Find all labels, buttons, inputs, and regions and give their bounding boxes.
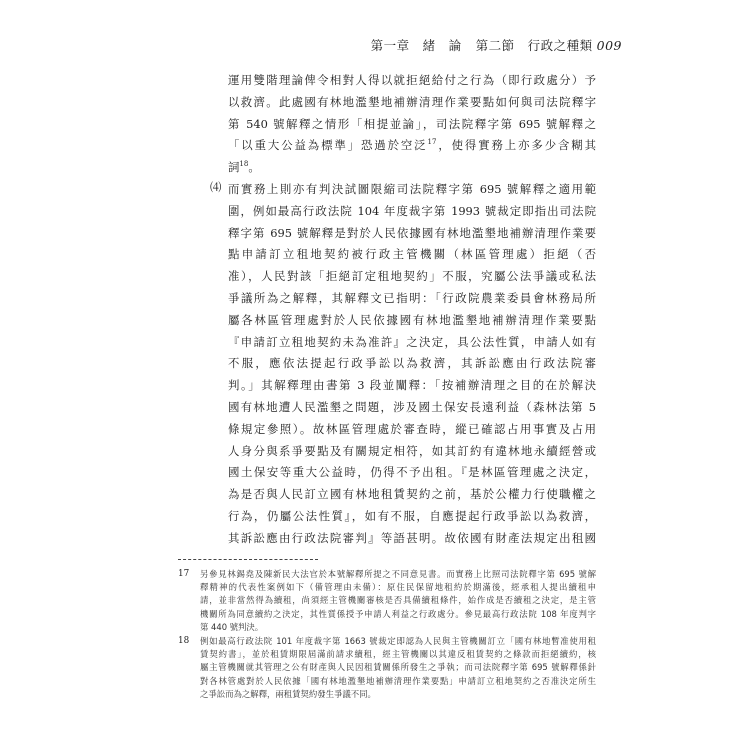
text-line: 釋字第 695 號解釋是對於人民依據國有林地濫墾地補辦清理作業要 [228, 225, 596, 240]
footnote-line: 之爭訟而為之解釋，兩租賃契約發生爭議不同。 [200, 688, 376, 699]
text-line: 「以重大公益為標準」恐過於空泛$^{17}$，使得實務上亦多少含糊其 [228, 138, 596, 153]
list-marker: ⑷ [210, 179, 222, 194]
text-line: 圍，例如最高行政法院 104 年度裁字第 1993 號裁定即指出司法院 [228, 203, 596, 218]
text-line: 『申請訂立租地契約未為准許』之決定，具公法性質，申請人如有 [228, 334, 596, 349]
text-line: 爭議所為之解釋，其解釋文已指明：「行政院農業委員會林務局所 [228, 290, 596, 305]
page-number: 009 [596, 38, 622, 53]
text-line: 屬各林區管理處對於人民依據國有林地濫墾地補辦清理作業要點 [228, 312, 596, 327]
footnote-ref-17[interactable]: 17 [427, 138, 437, 147]
text-line: 以救濟。此處國有林地濫墾地補辦清理作業要點如何與司法院釋字 [228, 94, 596, 109]
text-line: 詞$^{18}$。 [228, 160, 260, 175]
footnote-number: 18 [178, 636, 190, 646]
text-line: 為是否與人民訂立國有林地租賃契約之前，基於公權力行使職權之 [228, 487, 596, 502]
footnote-line: 另參見林錫堯及陳新民大法官於本號解釋所提之不同意見書。而實務上比照司法院釋字第 695 號解 [200, 569, 596, 579]
text-line: 國有林地遭人民濫墾之問題，涉及國土保安長遠利益（森林法第 5 [228, 399, 596, 414]
text-line: 行為，仍屬公法性質』，如有不服，自應提起行政爭訟以為救濟， [228, 508, 596, 523]
text-line: 條規定參照）。故林區管理處於審查時，縱已確認占用事實及占用 [228, 421, 596, 436]
footnote-line: 屬主管機關就其管理之公有財產與人民因租賃關係所發生之爭執；而司法院釋字第 695 號解釋係針 [200, 662, 596, 673]
paragraph-1 [228, 70, 596, 179]
text-line: 人身分與系爭要點及有關規定相符，如其訂約有違林地永續經營或 [228, 443, 596, 458]
text-line: 國土保安等重大公益時，仍得不予出租。『是林區管理處之決定， [228, 465, 596, 480]
text-line: 第 540 號解釋之情形「相提並論」，司法院釋字第 695 號解釋之 [228, 116, 596, 131]
running-header [371, 36, 622, 54]
footnote-text [200, 568, 596, 634]
footnote-line: 釋精神的代表性案例如下（備管理由未備）：原住民保留地租約於期滿後，經承租人提出續租申 [200, 582, 596, 593]
footnote-line: 第 440 號判決。 [200, 621, 264, 632]
text-line: 而實務上則亦有判決試圖限縮司法院釋字第 695 號解釋之適用範 [228, 181, 596, 196]
footnote-line: 賃契約書」，並於租賃期限屆滿前請求續租，經主管機關以其違反租賃契約之條款而拒絕續約，核 [200, 649, 596, 660]
text-line: 運用雙階理論俾令相對人得以就拒絕給付之行為（即行政處分）予 [228, 73, 596, 87]
main-text [210, 70, 596, 550]
footnote-ref-18[interactable]: 18 [239, 160, 249, 169]
footnote-divider [178, 559, 318, 560]
text-line: 准），人民對該「拒絕訂定租地契約」不服，究屬公法爭議或私法 [228, 269, 596, 284]
footnote-line: 機關所為同意續約之決定，其性質係授予申請人利益之行政處分。參見最高行政法院 108 年度判字 [200, 608, 596, 619]
text-line: 不服，應依法提起行政爭訟以為救濟，其訴訟應由行政法院審 [228, 356, 596, 371]
text-line: 其訴訟應由行政法院審判』等語甚明。故依國有財產法規定出租國 [228, 530, 596, 545]
section-title: 第二節 行政之種類 [475, 38, 593, 53]
footnote-line: 對各林管處對於人民依據「國有林地濫墾地補辦清理作業要點」申請訂立租地契約之否准決定所生 [200, 675, 596, 686]
footnote-line: 請，並非當然得為續租，尚須經主管機關審核是否具備續租條件，始作成是否續租之決定，是主管 [200, 595, 596, 606]
text-line: 判。」其解釋理由書第 3 段並闡釋：「按補辦清理之目的在於解決 [228, 378, 596, 393]
text-line: 點申請訂立租地契約被行政主管機關（林區管理處）拒絕（否 [228, 247, 596, 262]
paragraph-2 [210, 179, 596, 550]
footnote-text [200, 635, 596, 701]
chapter-title: 第一章 緒 論 [370, 38, 462, 53]
footnote-number: 17 [178, 569, 190, 579]
footnote-line: 例如最高行政法院 101 年度裁字第 1663 號裁定即認為人民與主管機關訂立「國有林地暫准使用租 [200, 636, 596, 646]
